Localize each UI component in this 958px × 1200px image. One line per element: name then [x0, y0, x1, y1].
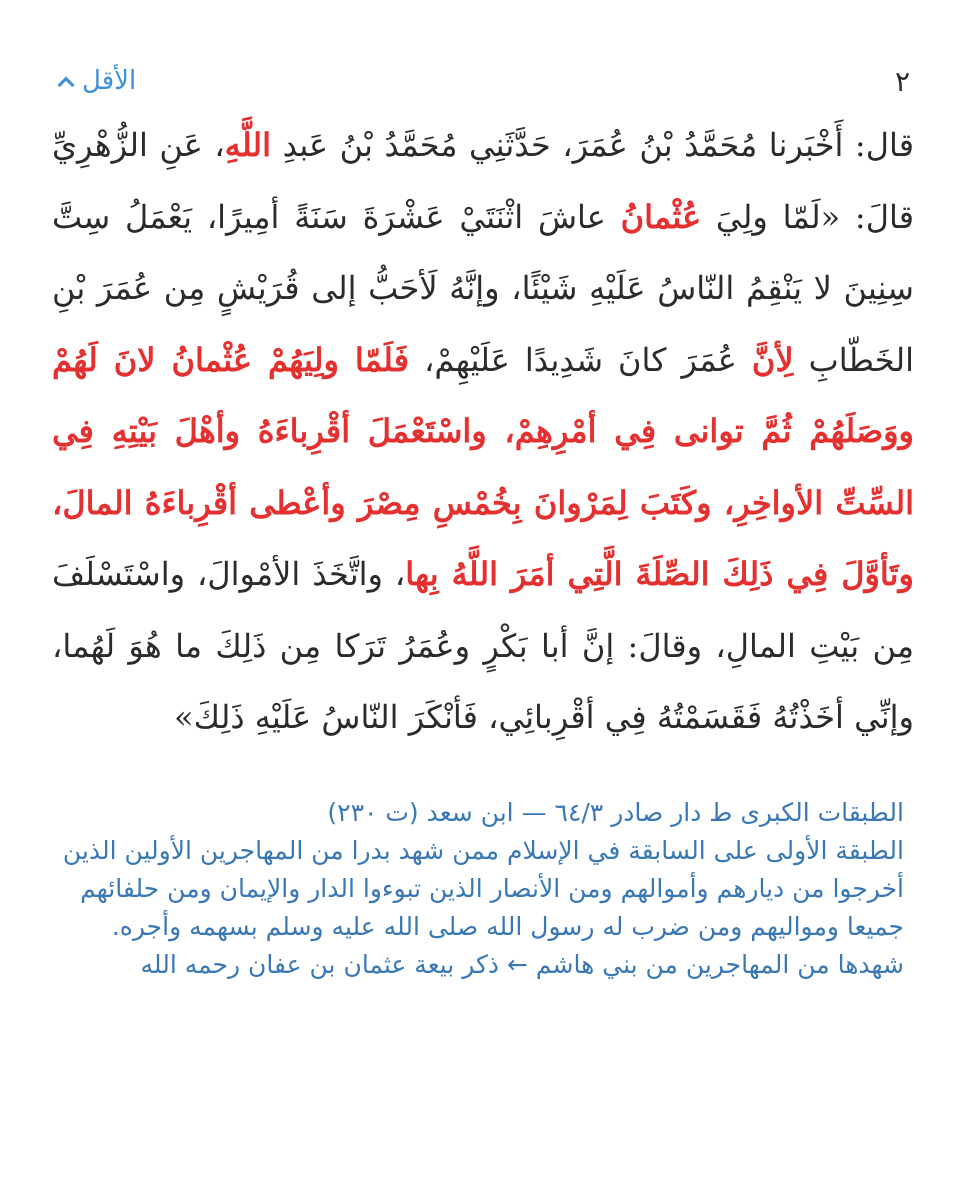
highlighted-text: فَلَمّا ولِيَهُمْ عُثْمانُ لانَ لَهُمْ ووَصَلَهُمْ ثُمَّ توانى فِي أمْرِهِمْ، واسْتَعْمَلَ أقْرِباءَهُ وأهْلَ بَيْتِهِ فِي السِّتِّ الأواخِرِ، وكَتَبَ لِمَرْوانَ بِخُمْسِ مِصْرَ وأعْطى أقْرِباءَهُ المالَ، وتَأوَّلَ فِي ذَلِكَ الصِّلَةَ الَّتِي أمَرَ اللَّهُ بِها	[52, 340, 915, 593]
highlighted-text: اللَّهِ	[224, 126, 272, 164]
hadith-number: ٢	[894, 64, 910, 98]
hadith-text	[52, 110, 914, 754]
show-less-button[interactable]	[52, 66, 136, 96]
highlighted-text: عُثْمانُ	[620, 197, 702, 236]
hadith-text-part: عاشَ اثْنَتَيْ عَشْرَةَ سَنَةً أمِيرًا، يَعْمَلُ سِتَّ سِنِينَ لا يَنْقِمُ النّاسُ عَلَيْهِ شَيْئًا، وإنَّهُ لَأحَبُّ إلى قُرَيْشٍ مِن عُمَرَ بْنِ الخَطّابِ	[52, 197, 915, 379]
hadith-text-part: ، واتَّخَذَ الأمْوالَ، واسْتَسْلَفَ مِن بَيْتِ المالِ، وقالَ: إنَّ أبا بَكْرٍ وعُمَرُ تَرَكا مِن ذَلِكَ ما هُوَ لَهُما، وإنِّي أخَذْتُهُ فَقَسَمْتُهُ فِي أقْرِبائِي، فَأنْكَرَ النّاسُ عَلَيْهِ ذَلِكَ»	[52, 555, 914, 736]
source-citation	[52, 794, 914, 984]
hadith-text-part: عُمَرَ كانَ شَدِيدًا عَلَيْهِمْ،	[409, 340, 752, 379]
show-less-label: الأقل	[82, 66, 137, 96]
source-book-link[interactable]: الطبقات الكبرى ط دار صادر ٦٤/٣ — ابن سعد (ت ٢٣٠)	[327, 797, 904, 827]
arrow-left-icon: ←	[507, 949, 528, 979]
hadith-text-part: ، عَنِ الزُّهْرِيِّ قالَ: «لَمّا ولِيَ	[52, 126, 915, 236]
source-chapter	[58, 832, 904, 984]
chevron-up-icon	[58, 76, 75, 93]
source-chapter-text: الطبقة الأولى على السابقة في الإسلام ممن شهد بدرا من المهاجرين الأولين الذين أخرجوا من ديارهم وأموالهم ومن الأنصار الذين تبوءوا الدار والإيمان ومن حلفائهم جميعا ومواليهم ومن ضرب له رسول الله صلى الله عليه وسلم بسهمه وأجره. شهدها من المهاجرين من بني هاشم	[62, 835, 904, 979]
highlighted-text: لِأنَّ	[751, 340, 794, 379]
section-link[interactable]: ذكر بيعة عثمان بن عفان رحمه الله	[140, 949, 500, 979]
hadith-text-part: قال: أَخْبَرنا مُحَمَّدُ بْنُ عُمَرَ، حَدَّثَنِي مُحَمَّدُ بْنُ عَبدِ	[271, 126, 915, 164]
header-bar	[52, 58, 914, 104]
